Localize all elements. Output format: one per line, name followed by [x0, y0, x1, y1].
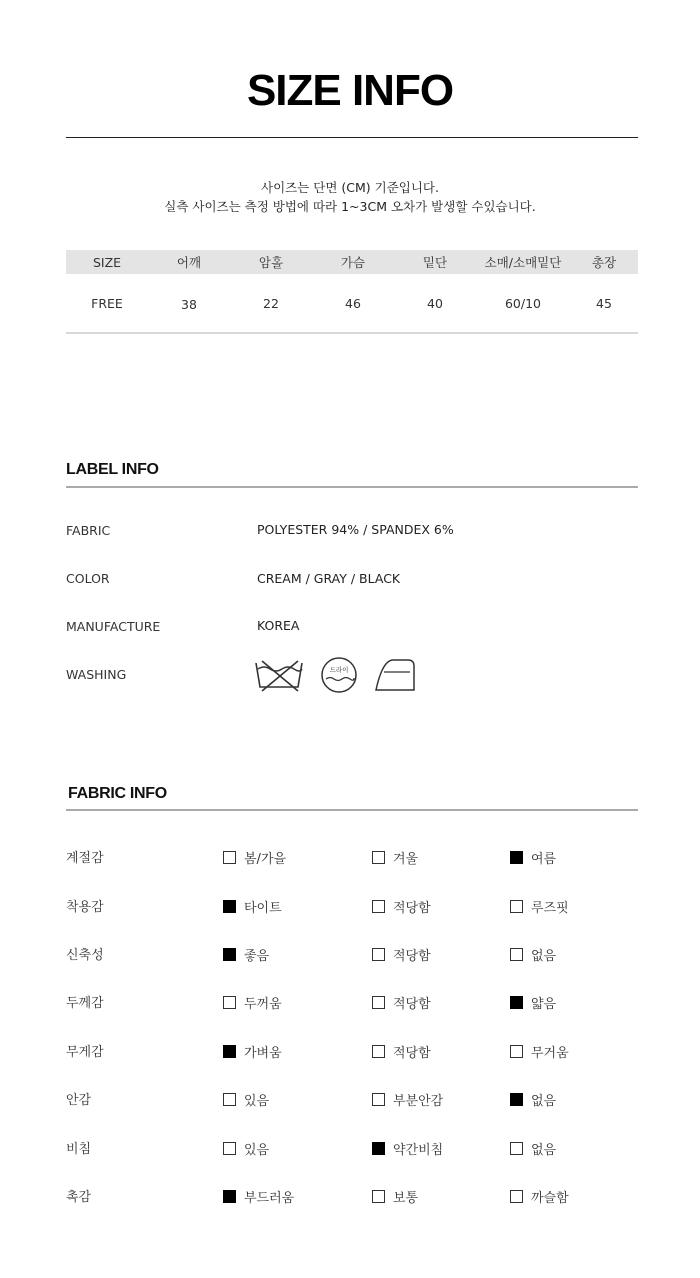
fabric-option — [510, 1090, 556, 1109]
fabric-attribute-label: 촉감 — [66, 1190, 92, 1205]
fabric-option-label: 가벼움 — [244, 1046, 282, 1061]
fabric-option — [223, 897, 282, 916]
fabric-option — [510, 1139, 556, 1158]
size-cell: 46 — [345, 295, 361, 311]
title-divider — [66, 137, 638, 138]
fabric-option — [372, 1187, 418, 1206]
unchecked-box-icon — [223, 1093, 236, 1106]
fabric-attribute-label: 계절감 — [66, 851, 104, 866]
fabric-option-label: 적당함 — [393, 997, 431, 1012]
color-label: COLOR — [66, 571, 110, 586]
fabric-option-label: 적당함 — [393, 1046, 431, 1061]
dry-clean-icon — [320, 656, 358, 694]
fabric-option-label: 적당함 — [393, 901, 431, 916]
fabric-option-label: 있음 — [244, 1094, 270, 1109]
size-cell: 60/10 — [504, 295, 542, 311]
fabric-option — [372, 1090, 443, 1109]
unchecked-box-icon — [372, 1190, 385, 1203]
unchecked-box-icon — [372, 900, 385, 913]
fabric-attribute-label: 무게감 — [66, 1045, 104, 1060]
fabric-option-label: 두꺼움 — [244, 997, 282, 1012]
checked-box-icon — [510, 1093, 523, 1106]
fabric-option-label: 무거움 — [531, 1046, 569, 1061]
size-cell: 40 — [427, 295, 443, 311]
fabric-option-label: 있음 — [244, 1143, 270, 1158]
size-header-cell: 암홀 — [258, 255, 284, 270]
washing-icons — [254, 656, 416, 694]
checked-box-icon — [223, 900, 236, 913]
unchecked-box-icon — [372, 1045, 385, 1058]
label-info-divider — [66, 486, 638, 488]
size-cell: 22 — [263, 295, 279, 311]
size-cell: FREE — [91, 295, 123, 311]
fabric-attribute-label: 비침 — [66, 1142, 92, 1157]
fabric-option — [510, 1042, 569, 1061]
fabric-info-divider — [66, 809, 638, 811]
fabric-option-label: 좋음 — [244, 949, 270, 964]
unchecked-box-icon — [372, 948, 385, 961]
fabric-option-label: 타이트 — [244, 901, 282, 916]
fabric-option — [223, 1090, 269, 1109]
size-header-cell: 어깨 — [176, 255, 202, 270]
fabric-option — [223, 848, 286, 867]
fabric-option — [372, 993, 431, 1012]
unchecked-box-icon — [510, 1190, 523, 1203]
fabric-option-label: 약간비침 — [393, 1143, 444, 1158]
unchecked-box-icon — [510, 1045, 523, 1058]
size-header-cell: SIZE — [92, 254, 122, 270]
size-table-row — [66, 274, 638, 334]
fabric-option — [223, 945, 269, 964]
checked-box-icon — [223, 948, 236, 961]
unchecked-box-icon — [223, 996, 236, 1009]
fabric-option-label: 까슬함 — [531, 1191, 569, 1206]
unchecked-box-icon — [372, 1093, 385, 1106]
fabric-attribute-label: 신축성 — [66, 948, 104, 963]
label-info-title: LABEL INFO — [66, 461, 159, 478]
fabric-option — [372, 1042, 431, 1061]
fabric-option-label: 없음 — [531, 949, 557, 964]
fabric-option — [223, 1187, 294, 1206]
fabric-option — [510, 1187, 569, 1206]
checked-box-icon — [510, 996, 523, 1009]
fabric-option-label: 없음 — [531, 1143, 557, 1158]
fabric-option-label: 부드러움 — [244, 1191, 295, 1206]
iron-icon — [374, 658, 416, 692]
size-header-cell: 총장 — [591, 255, 617, 270]
size-header-cell: 밑단 — [422, 255, 448, 270]
fabric-attribute-label: 안감 — [66, 1093, 92, 1108]
checked-box-icon — [223, 1190, 236, 1203]
fabric-info-title: FABRIC INFO — [68, 785, 167, 802]
fabric-option — [223, 993, 282, 1012]
unchecked-box-icon — [510, 1142, 523, 1155]
unchecked-box-icon — [510, 900, 523, 913]
unchecked-box-icon — [223, 1142, 236, 1155]
no-wash-icon — [254, 657, 304, 693]
fabric-attribute-label: 착용감 — [66, 900, 104, 915]
unchecked-box-icon — [372, 851, 385, 864]
fabric-option — [510, 945, 556, 964]
size-cell: 45 — [596, 295, 612, 311]
unchecked-box-icon — [372, 996, 385, 1009]
fabric-option — [510, 848, 556, 867]
fabric-attribute-label: 두께감 — [66, 996, 104, 1011]
dry-clean-text: 드라이 — [329, 666, 349, 674]
washing-label: WASHING — [66, 667, 127, 682]
size-table — [66, 250, 638, 334]
size-header-cell: 가슴 — [340, 255, 366, 270]
page-title: SIZE INFO — [246, 66, 454, 115]
checked-box-icon — [372, 1142, 385, 1155]
unchecked-box-icon — [510, 948, 523, 961]
size-table-header — [66, 250, 638, 274]
fabric-option — [372, 1139, 443, 1158]
color-value: CREAM / GRAY / BLACK — [257, 571, 401, 586]
fabric-option-label: 부분안감 — [393, 1094, 444, 1109]
manufacture-value: KOREA — [257, 618, 300, 633]
fabric-option — [223, 1042, 282, 1061]
checked-box-icon — [510, 851, 523, 864]
fabric-value: POLYESTER 94% / SPANDEX 6% — [257, 522, 454, 537]
unchecked-box-icon — [223, 851, 236, 864]
fabric-option-label: 보통 — [393, 1191, 419, 1206]
fabric-option-label: 루즈핏 — [531, 901, 569, 916]
fabric-option — [372, 848, 418, 867]
size-cell: 38 — [181, 296, 197, 312]
fabric-option-label: 여름 — [531, 852, 557, 867]
checked-box-icon — [223, 1045, 236, 1058]
size-notice-line-1: 사이즈는 단면 (CM) 기준입니다. — [261, 180, 439, 195]
fabric-option-label: 봄/가을 — [244, 852, 287, 867]
manufacture-label: MANUFACTURE — [66, 619, 161, 634]
fabric-option-label: 없음 — [531, 1094, 557, 1109]
fabric-option — [223, 1139, 269, 1158]
size-header-cell: 소매/소매밑단 — [484, 255, 562, 270]
fabric-option-label: 적당함 — [393, 949, 431, 964]
fabric-option-label: 얇음 — [531, 997, 557, 1012]
fabric-option — [510, 897, 569, 916]
fabric-option — [510, 993, 556, 1012]
size-notice-line-2: 실측 사이즈는 측정 방법에 따라 1~3CM 오차가 발생할 수있습니다. — [164, 199, 536, 214]
fabric-option — [372, 897, 431, 916]
fabric-option-label: 겨울 — [393, 852, 419, 867]
fabric-option — [372, 945, 431, 964]
fabric-label: FABRIC — [66, 523, 111, 538]
